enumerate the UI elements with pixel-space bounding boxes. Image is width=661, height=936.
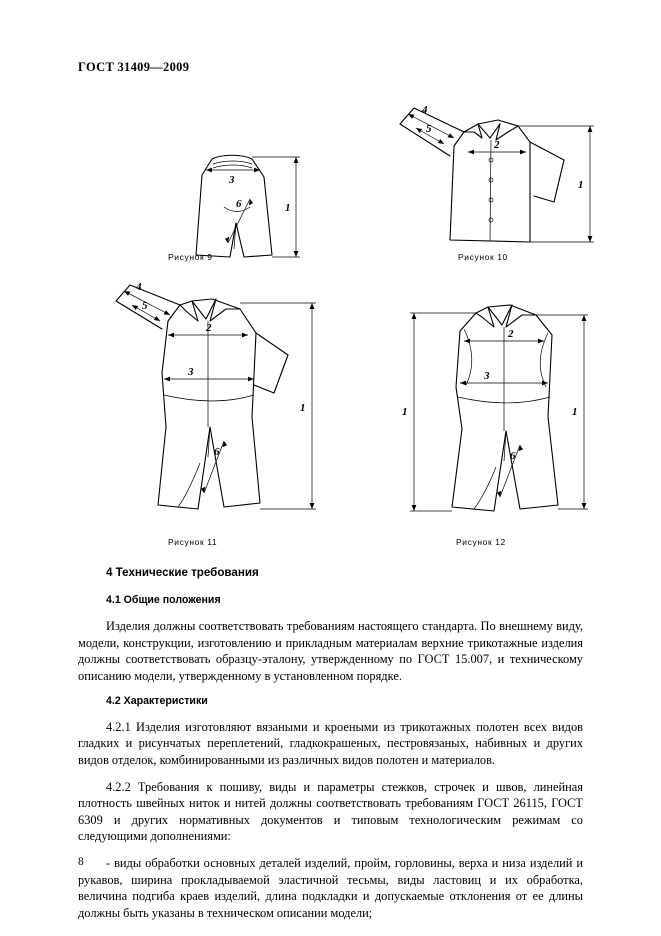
figure-9-caption: Рисунок 9 bbox=[168, 252, 213, 262]
figures-area bbox=[0, 82, 661, 562]
section-heading-4: 4 Технические требования bbox=[106, 566, 259, 579]
page-number: 8 bbox=[78, 856, 84, 868]
svg-text:4: 4 bbox=[136, 281, 142, 293]
paragraph-4-2-2: 4.2.2 Требования к пошиву, виды и параметры стежков, строчек и швов, линейная плотность швейных ниток и нитей должны соответствовать требованиям ГОСТ 26115, ГОСТ 6309 и других нормативных документов и типовым технологическим режимам со следующими дополнениями: bbox=[78, 779, 583, 844]
svg-text:6: 6 bbox=[236, 198, 242, 210]
svg-text:1: 1 bbox=[285, 202, 291, 214]
svg-text:6: 6 bbox=[510, 450, 516, 462]
figure-11-caption: Рисунок 11 bbox=[168, 537, 218, 547]
svg-text:1: 1 bbox=[402, 406, 408, 418]
body-text bbox=[78, 565, 583, 921]
svg-text:4: 4 bbox=[422, 104, 428, 116]
paragraph-4-2-1: 4.2.1 Изделия изготовляют вязаными и кроеными из трикотажных полотен всех видов гладких и рисунчатых переплетений, гладкокрашеных, пестровязаных, набивных и других видов отделок, комбинированными из различных видов полотен и материалов. bbox=[78, 719, 583, 767]
svg-text:2: 2 bbox=[206, 322, 212, 334]
svg-text:3: 3 bbox=[484, 370, 490, 382]
figure-12-caption: Рисунок 12 bbox=[456, 537, 506, 547]
svg-text:3: 3 bbox=[188, 366, 194, 378]
svg-text:5: 5 bbox=[142, 300, 148, 312]
svg-text:5: 5 bbox=[426, 123, 432, 135]
svg-text:1: 1 bbox=[300, 402, 306, 414]
svg-text:3: 3 bbox=[229, 174, 235, 186]
section-heading-4-1: 4.1 Общие положения bbox=[106, 594, 221, 607]
svg-text:6: 6 bbox=[214, 446, 220, 458]
svg-text:1: 1 bbox=[578, 179, 584, 191]
figure-10-drawing bbox=[378, 90, 628, 265]
figure-12-drawing bbox=[390, 277, 620, 537]
figure-10-caption: Рисунок 10 bbox=[458, 252, 508, 262]
bullet-item-1: - виды обработки основных деталей изделий, пройм, горловины, верха и низа изделий и рукавов, ширина прокладываемой эластичной тесьмы, виды ластовиц и их обработка, величина подгиба краев изделий, длина подкладки и допускаемые отклонения от ее длины должны быть указаны в техническом описании модели; bbox=[78, 855, 583, 920]
svg-text:2: 2 bbox=[494, 139, 500, 151]
svg-text:1: 1 bbox=[572, 406, 578, 418]
figure-11-drawing bbox=[88, 277, 358, 537]
page-header: ГОСТ 31409—2009 bbox=[78, 60, 190, 74]
paragraph-4-1: Изделия должны соответствовать требованиям настоящего стандарта. По внешнему виду, модели, конструкции, изготовлению и прикладным материалам верхние трикотажные изделия должны соответствовать образцу-эталону, утвержденному по ГОСТ 15.007, и техническому описанию модели, утвержденному в установленном порядке. bbox=[78, 619, 583, 684]
section-heading-4-2: 4.2 Характеристики bbox=[106, 694, 208, 707]
svg-text:2: 2 bbox=[508, 328, 514, 340]
